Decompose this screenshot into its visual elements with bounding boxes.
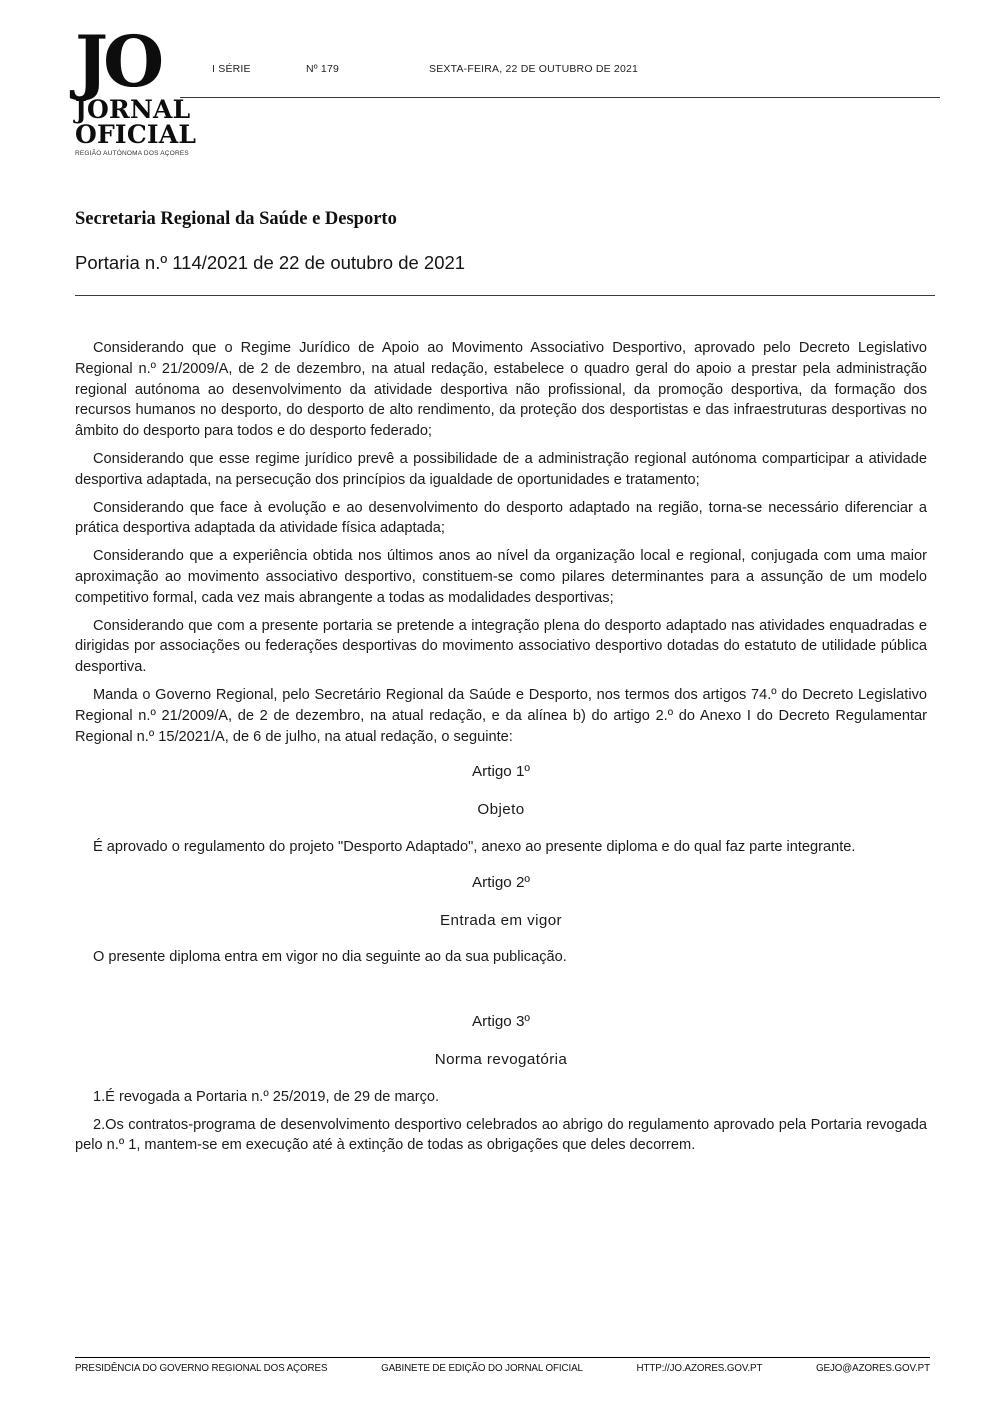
article-1 [75,762,927,857]
paragraph: Considerando que a experiência obtida nos últimos anos ao nível da organização local e regional, conjugada com uma maior aproximação ao movimento associativo desportivo, constituem-se como pilares determinantes para a assunção de um modelo competitivo formal, cada vez mais abrangente a todas as modalidades desportivas; [75,548,927,606]
page-footer [75,1357,930,1374]
footer-office: GABINETE DE EDIÇÃO DO JORNAL OFICIAL [381,1363,583,1374]
article-subheading: Norma revogatória [434,1050,568,1068]
document-body [75,338,927,1156]
paragraph: É aprovado o regulamento do projeto "Desporto Adaptado", anexo ao presente diploma e do qual faz parte integrante. [93,838,856,855]
document-title: Portaria n.º 114/2021 de 22 de outubro de 2021 [75,252,466,273]
masthead-divider [180,97,940,98]
title-divider [75,295,935,296]
paragraph: Considerando que com a presente portaria se pretende a integração plena do desporto adaptado nas atividades enquadradas e dirigidas por associações ou federações desportivas do movimento associativo desportivo dotadas do estatuto de utilidade pública desportiva. [75,617,927,676]
issue-number-label: Nº 179 [306,63,340,75]
paragraph: O presente diploma entra em vigor no dia seguinte ao da sua publicação. [93,949,567,966]
article-subheading: Objeto [477,801,525,819]
article-heading: Artigo 3º [472,1013,530,1031]
article-3 [75,1012,927,1156]
document [75,209,927,1163]
issuing-entity-title: Secretaria Regional da Saúde e Desporto [75,209,397,229]
logo-acronym: JO [75,20,160,103]
article-subheading: Entrada em vigor [439,911,563,929]
paragraph: 1.É revogada a Portaria n.º 25/2019, de 29 de março. [93,1088,440,1105]
paragraph: Considerando que esse regime jurídico prevê a possibilidade de a administração regional autónoma comparticipar a atividade desportiva adaptada, na persecução dos princípios da igualdade de oportunidades e tratamento; [75,450,927,488]
paragraph: 2.Os contratos-programa de desenvolvimento desportivo celebrados ao abrigo do regulamento aprovado pela Portaria revogada pelo n.º 1, mantem-se em execução até à extinção de todas as obrigações que deles decorrem. [75,1116,927,1154]
article-heading: Artigo 2º [472,873,530,891]
footer-url: HTTP://JO.AZORES.GOV.PT [636,1363,763,1374]
article-heading: Artigo 1º [472,763,530,781]
article-2 [75,873,927,968]
logo-name-line2: OFICIAL [75,119,197,149]
footer-email: GEJO@AZORES.GOV.PT [816,1363,930,1374]
paragraph: Manda o Governo Regional, pelo Secretário Regional da Saúde e Desporto, nos termos dos artigos 74.º do Decreto Legislativo Regional n.º 21/2009/A, de 2 de dezembro, na atual redação, e da alínea b) do artigo 2.º do Anexo I do Decreto Regulamentar Regional n.º 15/2021/A, de 6 de julho, na atual redação, o seguinte: [75,686,927,745]
series-label: I SÉRIE [212,63,251,75]
issue-date-label: SEXTA-FEIRA, 22 DE OUTUBRO DE 2021 [429,63,639,75]
logo-subtitle: REGIÃO AUTÓNOMA DOS AÇORES [75,149,189,157]
footer-entity: PRESIDÊNCIA DO GOVERNO REGIONAL DOS AÇORES [75,1363,328,1374]
masthead [0,0,1000,190]
paragraph: Considerando que o Regime Jurídico de Apoio ao Movimento Associativo Desportivo, aprovado pelo Decreto Legislativo Regional n.º 21/2009/A, de 2 de dezembro, na atual redação, estabelece o quadro geral do apoio a prestar pela administração regional autónoma ao desenvolvimento da atividade desportiva não profissional, da promoção desportiva, da formação dos recursos humanos no desporto, do desporto de alto rendimento, da proteção dos desportistas e das infraestruturas desportivas no âmbito do desporto para todos e do desporto federado; [75,340,927,440]
jornal-oficial-logo [75,20,197,157]
logo-name-line1: JORNAL [75,94,191,124]
paragraph: Considerando que face à evolução e ao desenvolvimento do desporto adaptado na região, torna-se necessário diferenciar a prática desportiva adaptada da atividade física adaptada; [75,499,927,537]
